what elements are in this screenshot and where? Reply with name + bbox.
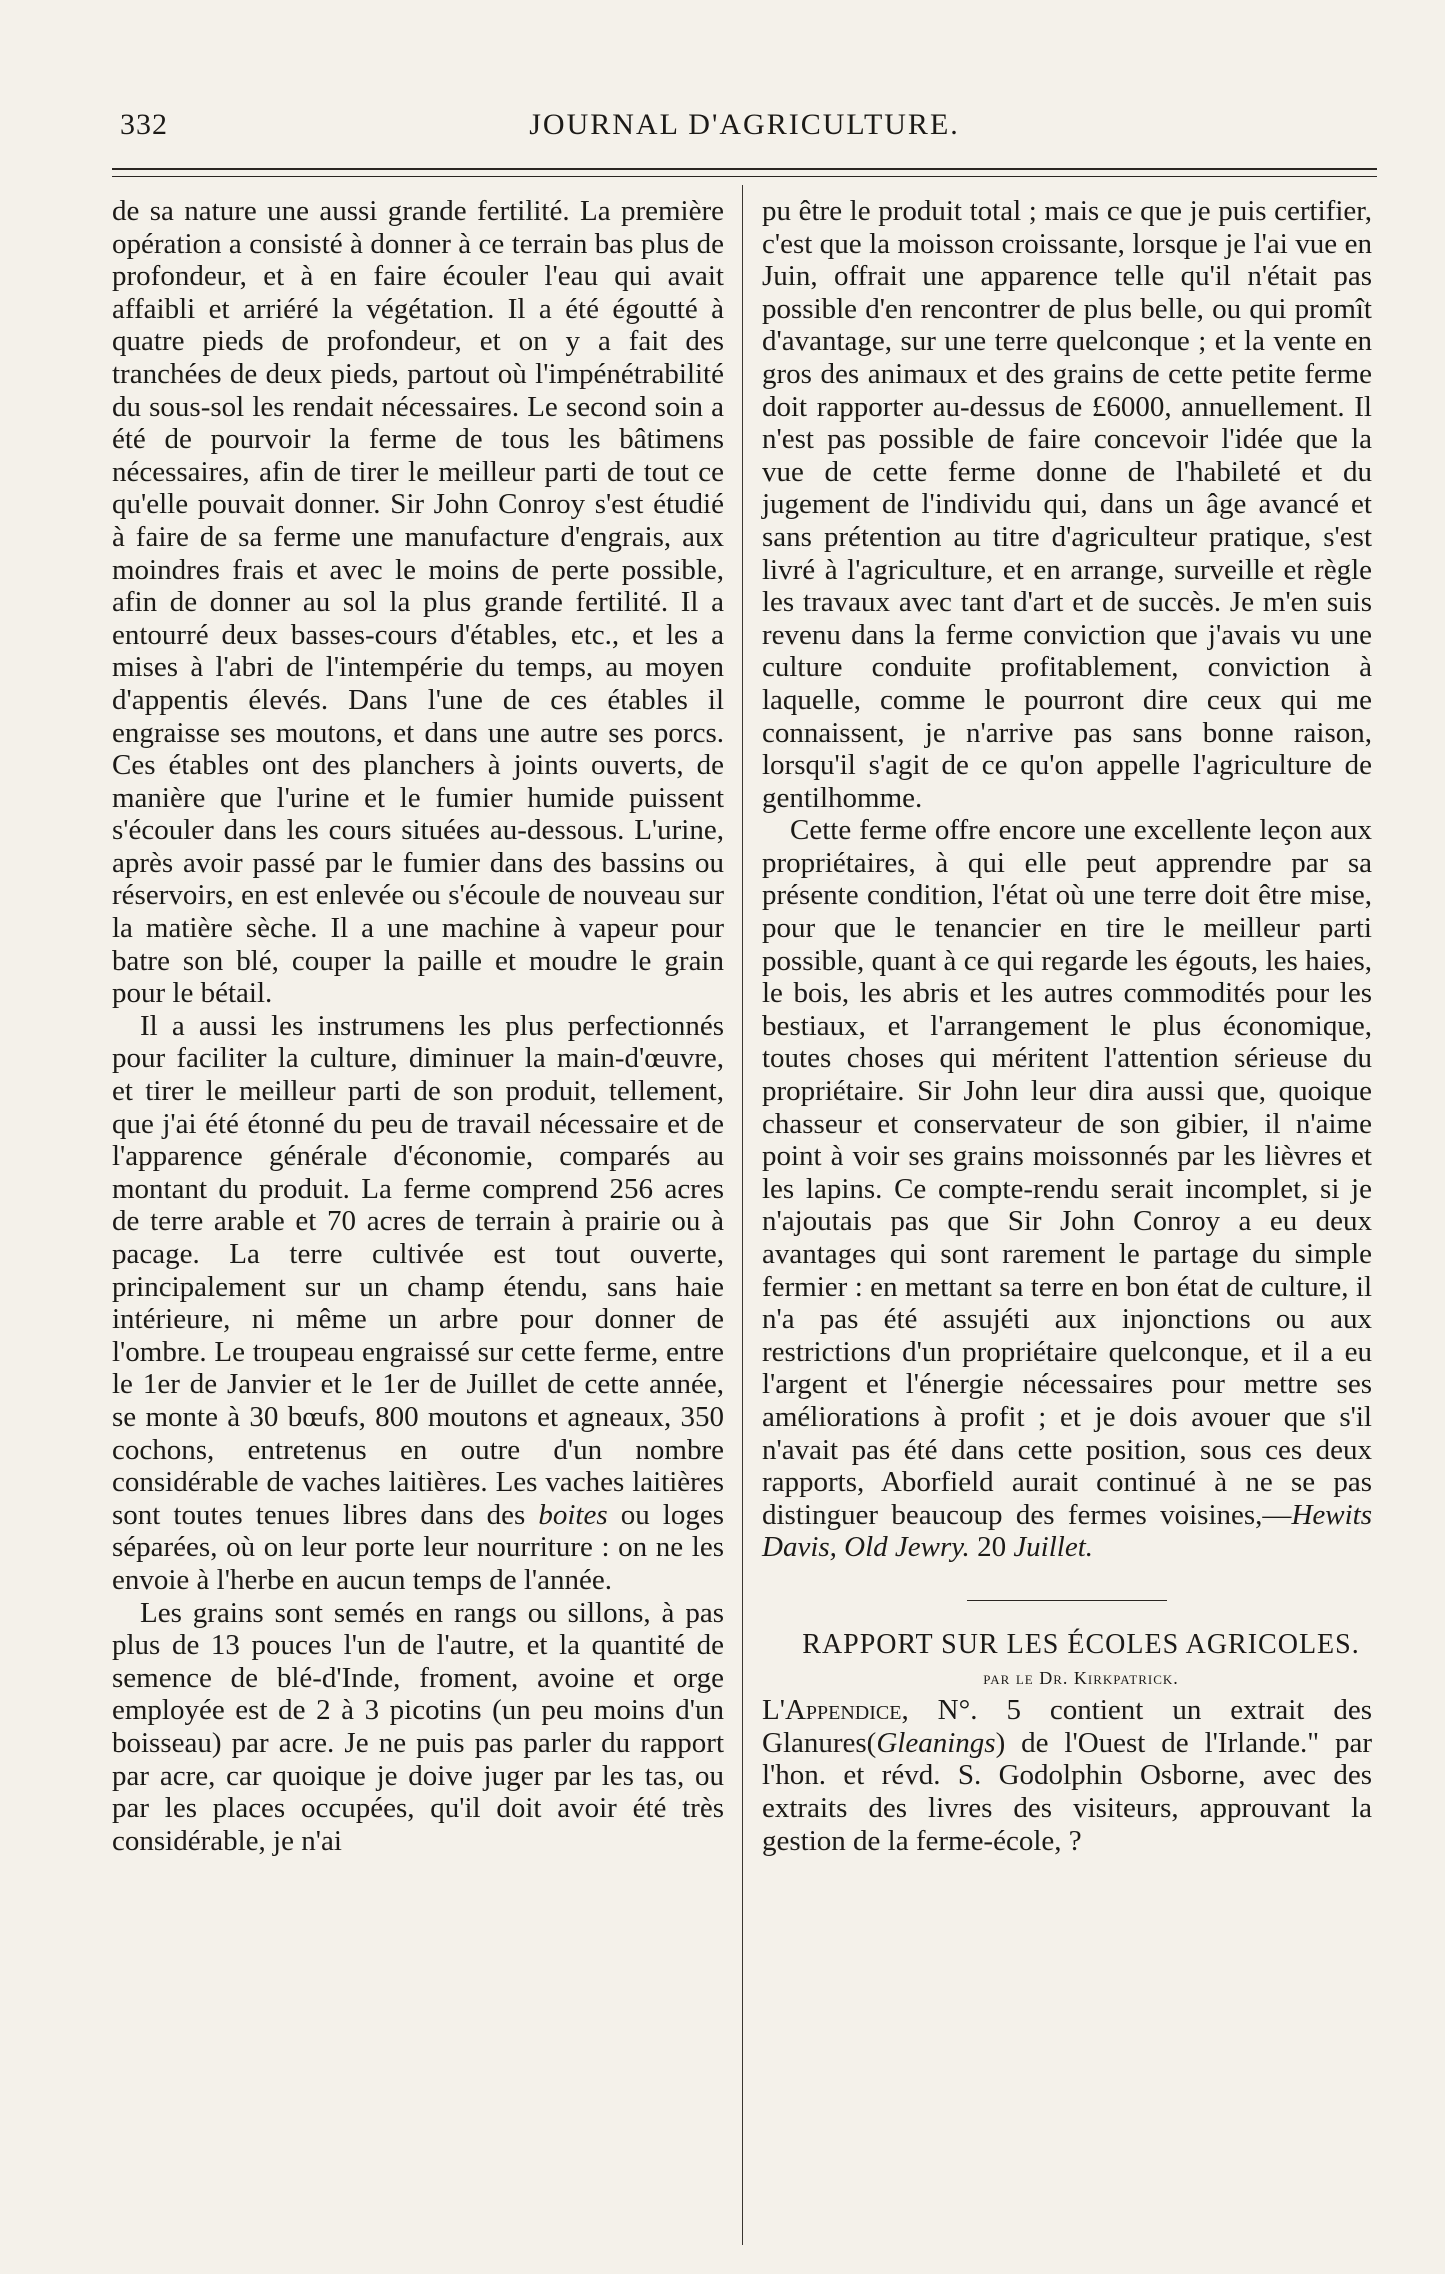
section-byline: par le Dr. Kirkpatrick.: [983, 1667, 1179, 1688]
section-divider: [967, 1600, 1167, 1601]
paragraph: Les grains sont semés en rangs ou sillons, à pas plus de 13 pouces l'un de l'autre, et la quantité de semence de blé-d'Inde, froment, avoine et orge employée est de 2 à 3 picotins (un peu moins d'un boisseau) par acre. Je ne puis pas parler du rapport par acre, car quoique je doive juger par les tas, ou par les places occupées, qu'il doit avoir été très considérable, je n'ai: [112, 1596, 724, 1857]
italic-term: boites: [538, 1498, 608, 1531]
italic-term: Gleanings: [876, 1726, 996, 1759]
paragraph-text: Il a aussi les instrumens les plus perfectionnés pour faciliter la culture, diminuer la main-d'œuvre, et tirer le meilleur parti de son produit, tellement, que j'ai été étonné du peu de travail nécessaire et de l'apparence générale d'économie, comparés au montant du produit. La ferme comprend 256 acres de terre arable et 70 acres de terrain à prairie ou à pacage. La terre cultivée est tout ouverte, principalement sur un champ étendu, sans haie intérieure, ni même un arbre pour donner de l'ombre. Le troupeau engraissé sur cette ferme, entre le 1er de Janvier et le 1er de Juillet de cette année, se monte à 30 bœufs, 800 moutons et agneaux, 350 cochons, entretenus en outre d'un nombre considérable de vaches laitières. Les vaches laitières sont toutes tenues libres dans des: [112, 1009, 724, 1531]
running-title: JOURNAL D'AGRICULTURE.: [529, 108, 960, 141]
signature-date: 20: [969, 1531, 1014, 1564]
header-rule-thin: [112, 176, 1377, 177]
header-rule: [112, 168, 1377, 170]
paragraph: pu être le produit total ; mais ce que je puis certifier, c'est que la moisson croissante, lorsque je l'ai vue en Juin, offrait une apparence telle qu'il n'était pas possible d'en rencontrer de plus belle, ou qui promît d'avantage, sur une terre quelconque ; et la vente en gros des animaux et des grains de cette petite ferme doit rapporter au-dessus de £6000, annuellement. Il n'est pas possible de faire concevoir l'idée que la vue de cette ferme donne de l'habileté et du jugement de l'individu qui, dans un âge avancé et sans prétention au titre d'agriculteur pratique, s'est livré à l'agriculture, et en arrange, surveille et règle les travaux avec tant d'art et de succès. Je m'en suis revenu dans la ferme conviction que j'avais vu une culture conduite profitablement, conviction à laquelle, comme le pourront dire ceux qui me connaissent, je n'arrive pas sans bonne raison, lorsqu'il s'agit de ce qu'on appelle l'agriculture de gentilhomme.: [762, 195, 1372, 814]
paragraph-text: Cette ferme offre encore une excellente leçon aux propriétaires, à qui elle peut apprendre par sa présente condition, l'état où une terre doit être mise, pour que le tenancier en tire le meilleur parti possible, quant à ce qui regarde les égouts, les haies, le bois, les abris et les autres commodités pour les bestiaux, et l'arrangement le plus économique, toutes choses qui méritent l'attention sérieuse du propriétaire. Sir John leur dira aussi que, quoique chasseur et conservateur de son gibier, il n'aime point à voir ses grains moissonnés par les lièvres et les lapins. Ce compte-rendu serait incomplet, si je n'ajoutais pas que Sir John Conroy a eu deux avantages qui sont rarement le partage du simple fermier : en mettant sa terre en bon état de culture, il n'a pas été assujéti aux injonctions ou aux restrictions d'un propriétaire quelconque, et il a eu l'argent et l'énergie nécessaires pour mettre ses améliorations à profit ; et je dois avouer que s'il n'avait pas été dans cette position, sous ces deux rapports, Aborfield aurait continué à ne se pas distinguer beaucoup des fermes voisines,—: [762, 814, 1372, 1531]
paragraph: [112, 1010, 724, 1597]
signature-month: Juillet.: [1013, 1531, 1094, 1564]
paragraph-text: N°. 5 contient un extrait des Glanures(: [762, 1694, 1372, 1759]
signature-author: Hewits Davis, Old Jewry.: [762, 1498, 1372, 1564]
page-header: [112, 108, 1377, 154]
right-column: [762, 195, 1372, 1857]
paragraph: [762, 1694, 1372, 1857]
left-column: [112, 195, 724, 1857]
paragraph-text: ou loges séparées, où on leur porte leur nourriture : on ne les envoie à l'herbe en aucun temps de l'année.: [112, 1498, 725, 1596]
paragraph: [762, 814, 1372, 1564]
paragraph: de sa nature une aussi grande fertilité. La première opération a consisté à donner à ce terrain bas plus de profondeur, et à en faire écouler l'eau qui avait affaibli et arriéré la végétation. Il a été égoutté à quatre pieds de profondeur, et on y a fait des tranchées de deux pieds, partout où l'impénétrabilité du sous-sol les rendait nécessaires. Le second soin a été de pourvoir la ferme de tous les bâtimens nécessaires, afin de tirer le meilleur parti de tout ce qu'elle pouvait donner. Sir John Conroy s'est étudié à faire de sa ferme une manufacture d'engrais, aux moindres frais et avec le moins de perte possible, afin de donner au sol la plus grande fertilité. Il a entourré deux basses-cours d'étables, etc., et les a mises à l'abri de l'intempérie du temps, au moyen d'appentis élevés. Dans l'une de ces étables il engraisse ses moutons, et dans une autre ses porcs. Ces étables ont des planchers à joints ouverts, de manière que l'urine et le fumier humide puissent s'écouler dans les cours situées au-dessous. L'urine, après avoir passé par le fumier dans des bassins ou réservoirs, en est enlevée ou s'écoule de nouveau sur la matière sèche. Il a une machine à vapeur pour batre son blé, couper la paille et moudre le grain pour le bétail.: [112, 195, 724, 1010]
page-number: 332: [120, 108, 168, 141]
lead-word: L'Appendice,: [762, 1694, 909, 1727]
section-title: RAPPORT SUR LES ÉCOLES AGRICOLES.: [802, 1628, 1360, 1660]
column-divider: [742, 185, 743, 2245]
paragraph-text: ) de l'Ouest de l'Irlande." par l'hon. et révd. S. Godolphin Osborne, avec des extraits des livres des visiteurs, approuvant la gestion de la ferme-école, ?: [762, 1726, 1372, 1857]
